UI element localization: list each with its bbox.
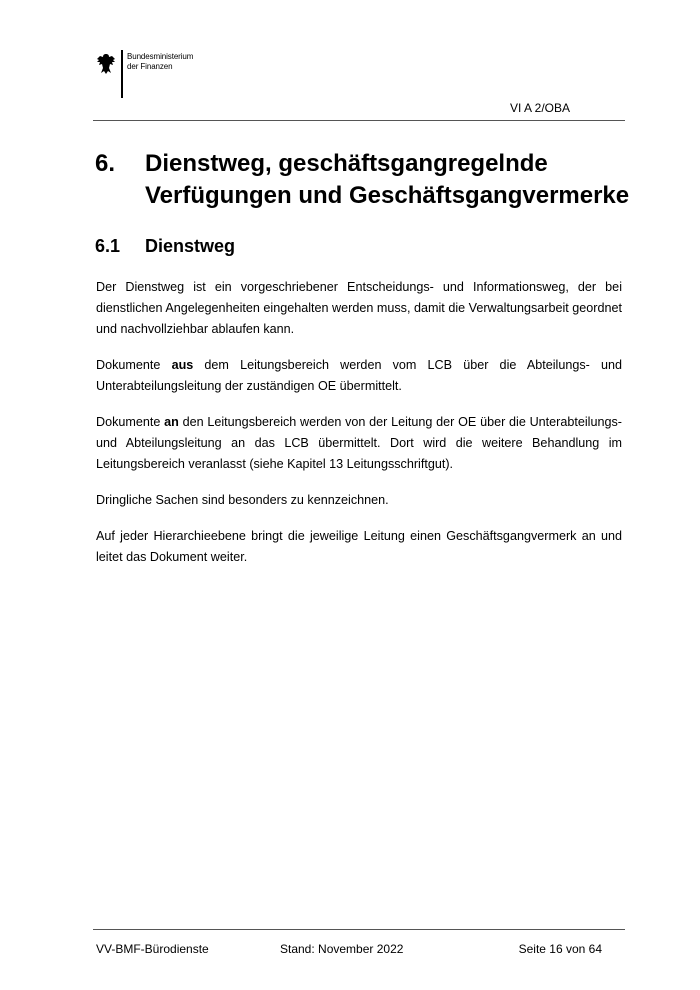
body-text [96, 277, 622, 583]
document-reference: VI A 2/OBA [509, 101, 570, 115]
paragraph-4: Dringliche Sachen sind besonders zu kennzeichnen. [96, 493, 389, 507]
p2-text-start: Dokumente [96, 358, 172, 372]
federal-eagle-icon [96, 52, 116, 76]
paragraph-1: Der Dienstweg ist ein vorgeschriebener Entscheidungs- und Informationsweg, der bei dienstlichen Angelegenheiten eingehalten werden muss, damit die Verwaltungsarbeit geordnet und nachvollziehbar ablaufen kann. [96, 280, 622, 336]
chapter-number: 6. [95, 150, 116, 177]
footer-page-number: Seite 16 von 64 [518, 942, 602, 956]
footer-document-name: VV-BMF-Bürodienste [96, 942, 209, 956]
paragraph-3 [96, 412, 622, 475]
logo-divider [121, 50, 123, 98]
header-divider [93, 120, 625, 121]
logo-text [127, 52, 193, 72]
p2-text-end: dem Leitungsbereich werden vom LCB über die Abteilungs- und Unterabteilungsleitung der zuständigen OE übermittelt. [96, 358, 622, 393]
section-title: Dienstweg [145, 236, 236, 256]
ministry-logo [96, 50, 216, 100]
section-number: 6.1 [95, 236, 121, 256]
p3-emphasis: an [164, 415, 179, 429]
paragraph-2 [96, 355, 622, 397]
footer-divider [93, 929, 625, 930]
logo-line-2: der Finanzen [127, 62, 173, 71]
footer-date: Stand: November 2022 [280, 942, 404, 956]
paragraph-5: Auf jeder Hierarchieebene bringt die jeweilige Leitung einen Geschäftsgangvermerk an und leitet das Dokument weiter. [96, 529, 622, 564]
p2-emphasis: aus [171, 358, 194, 372]
p3-text-start: Dokumente [96, 415, 165, 429]
chapter-title: Dienstweg, geschäftsgangregelnde Verfügungen und Geschäftsgangvermerke [145, 150, 630, 209]
p3-text-end: den Leitungsbereich werden von der Leitung der OE über die Unterabteilungs- und Abteilungsleitung an das LCB übermittelt. Dort wird die weitere Behandlung im Leitungsbereich veranlasst (siehe Kapitel 13 Leitungsschriftgut). [96, 415, 622, 471]
logo-line-1: Bundesministerium [127, 52, 194, 61]
